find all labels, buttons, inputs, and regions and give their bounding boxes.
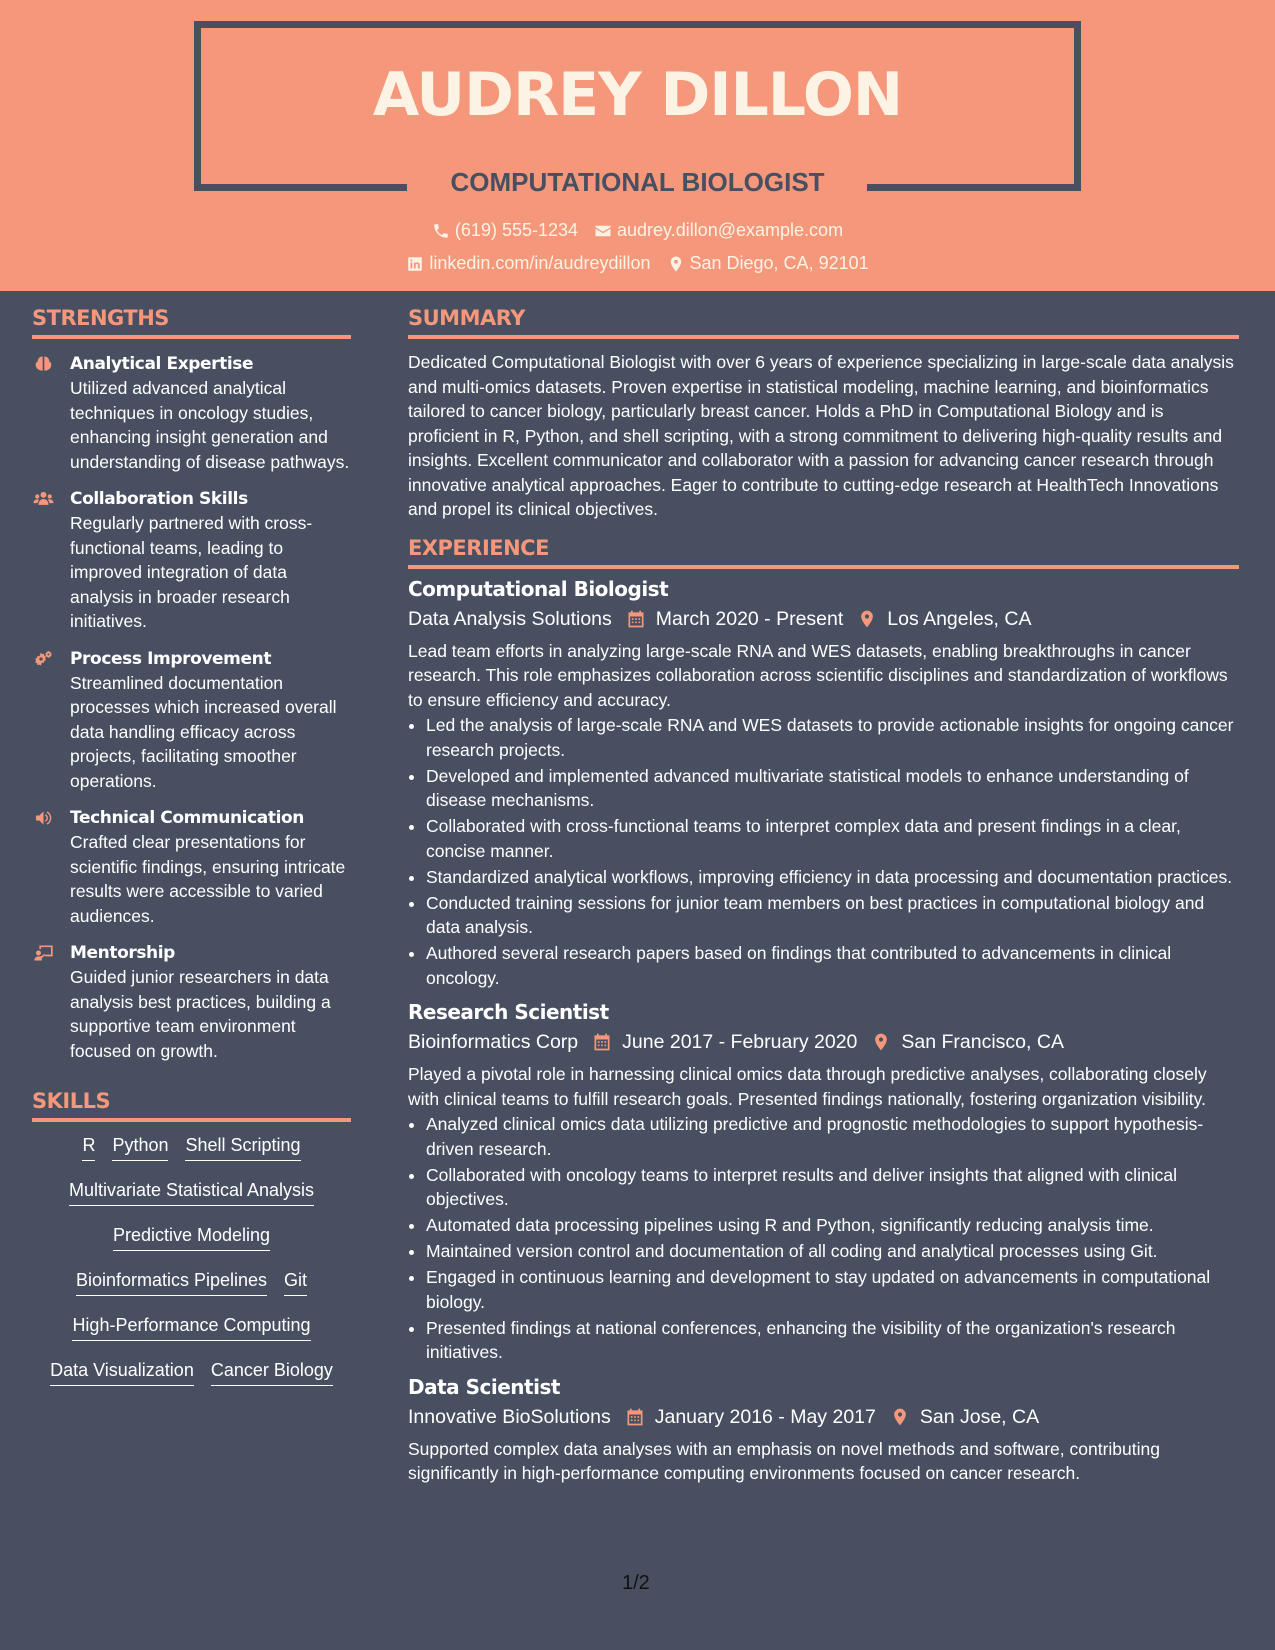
list-item: • Authored several research papers based on findings that contributed to advancements in clinical oncology.: [426, 941, 1239, 990]
list-item: • Conducted training sessions for junior team members on best practices in computational biology and data analysis.: [426, 891, 1239, 940]
calendar-icon: [626, 609, 646, 629]
job-entry: [408, 998, 1239, 1365]
job-role: Research Scientist: [408, 1000, 609, 1024]
job-bullets: [408, 713, 1239, 990]
job-dates: March 2020 - Present: [655, 607, 844, 630]
job-role: Data Scientist: [408, 1374, 560, 1399]
job-entry: [408, 1373, 1239, 1486]
skills-heading: SKILLS: [32, 1089, 351, 1122]
strength-item: Analytical Expertise Utilized advanced analytical techniques in oncology studies, enhancing insight generation and understanding of disease pathways.: [32, 352, 351, 474]
summary-heading: SUMMARY: [408, 306, 1239, 339]
job-location: Los Angeles, CA: [887, 607, 1032, 630]
job-location: San Francisco, CA: [901, 1031, 1064, 1053]
envelope-icon: [594, 222, 612, 240]
skill-tag: Data Visualization: [50, 1359, 194, 1386]
volume-icon: [32, 808, 55, 828]
contact-row-2: [0, 253, 1275, 274]
skill-tag: Git: [284, 1269, 307, 1296]
phone-contact: (619) 555-1234: [432, 220, 578, 241]
left-column: [32, 306, 351, 1404]
map-pin-icon: [667, 255, 685, 273]
list-item: • Automated data processing pipelines using R and Python, significantly reducing analysis time.: [426, 1213, 1239, 1238]
list-item: • Collaborated with cross-functional teams to interpret complex data and present findings in a clear, concise manner.: [426, 814, 1239, 863]
company-name: Innovative BioSolutions: [408, 1405, 611, 1428]
linkedin-contact[interactable]: linkedin.com/in/audreydillon: [406, 253, 650, 274]
email-contact[interactable]: audrey.dillon@example.com: [594, 220, 843, 241]
skills-list: [32, 1134, 351, 1404]
right-column: [408, 306, 1239, 1486]
job-entry: [408, 575, 1239, 991]
strength-item: Collaboration Skills Regularly partnered with cross-functional teams, leading to improved integration of data analysis in broader research initiatives.: [32, 487, 351, 634]
list-item: • Analyzed clinical omics data utilizing predictive and prognostic methodologies to support hypothesis-driven research.: [426, 1112, 1239, 1161]
job-bullets: [408, 1112, 1239, 1365]
chalkboard-teacher-icon: [32, 943, 55, 963]
users-icon: [32, 489, 55, 509]
job-role: Computational Biologist: [408, 576, 669, 601]
list-item: • Collaborated with oncology teams to interpret results and deliver insights that aligned with clinical objectives.: [426, 1163, 1239, 1212]
strength-item: Mentorship Guided junior researchers in data analysis best practices, building a supportive team environment focused on growth.: [32, 941, 351, 1063]
list-item: • Engaged in continuous learning and development to stay updated on advancements in computational biology.: [426, 1265, 1239, 1314]
contact-row-1: [0, 220, 1275, 241]
job-meta: [408, 605, 1239, 633]
map-pin-icon: [857, 609, 877, 629]
resume-header: [0, 0, 1275, 291]
skill-tag: Cancer Biology: [211, 1359, 333, 1386]
skill-tag: Multivariate Statistical Analysis: [69, 1179, 314, 1206]
map-pin-icon: [871, 1032, 891, 1052]
job-dates: June 2017 - February 2020: [622, 1031, 858, 1053]
job-dates: January 2016 - May 2017: [654, 1405, 876, 1428]
linkedin-icon: [406, 255, 424, 273]
list-item: • Developed and implemented advanced multivariate statistical models to enhance understanding of disease mechanisms.: [426, 764, 1239, 813]
company-name: Data Analysis Solutions: [408, 607, 612, 630]
skill-tag: High-Performance Computing: [72, 1314, 310, 1341]
skill-tag: R: [82, 1134, 95, 1161]
strengths-heading: STRENGTHS: [32, 306, 351, 339]
job-location: San Jose, CA: [919, 1405, 1040, 1428]
calendar-icon: [592, 1032, 612, 1052]
job-title: COMPUTATIONAL BIOLOGIST: [450, 167, 825, 197]
map-pin-icon: [890, 1407, 910, 1427]
brain-icon: [32, 354, 55, 374]
list-item: • Led the analysis of large-scale RNA and WES datasets to provide actionable insights for ongoing cancer research projects.: [426, 713, 1239, 762]
gears-icon: [32, 649, 55, 669]
job-description: Played a pivotal role in harnessing clinical omics data through predictive analyses, collaborating closely with clinical teams to fulfill research goals. Presented findings nationally, fostering organization visibility.: [408, 1064, 1207, 1109]
strength-item: Technical Communication Crafted clear presentations for scientific findings, ensuring intricate results were accessible to varied audiences.: [32, 806, 351, 928]
list-item: • Presented findings at national conferences, enhancing the visibility of the organization's research initiatives.: [426, 1316, 1239, 1365]
job-meta: [408, 1403, 1239, 1431]
strength-item: Process Improvement Streamlined documentation processes which increased overall data handling efficacy across projects, facilitating smoother operations.: [32, 647, 351, 794]
skill-tag: Bioinformatics Pipelines: [76, 1269, 267, 1296]
job-description: Supported complex data analyses with an emphasis on novel methods and software, contributing significantly in high-performance computing environments focused on cancer research.: [408, 1438, 1160, 1483]
calendar-icon: [625, 1407, 645, 1427]
job-meta: [408, 1028, 1239, 1056]
skill-tag: Shell Scripting: [185, 1134, 300, 1161]
phone-icon: [432, 222, 450, 240]
skill-tag: Predictive Modeling: [113, 1224, 270, 1251]
candidate-name: AUDREY DILLON: [372, 60, 903, 130]
experience-heading: EXPERIENCE: [408, 536, 1239, 569]
location-contact: San Diego, CA, 92101: [667, 253, 869, 274]
list-item: • Maintained version control and documentation of all coding and analytical processes using Git.: [426, 1239, 1239, 1264]
list-item: • Standardized analytical workflows, improving efficiency in data processing and documentation practices.: [426, 865, 1239, 890]
skill-tag: Python: [112, 1134, 168, 1161]
summary-text: Dedicated Computational Biologist with over 6 years of experience specializing in large-scale data analysis and multi-omics datasets. Proven expertise in statistical modeling, machine learning, and bioinformatics tailored to cancer biology, particularly breast cancer. Holds a PhD in Computational Biology and is proficient in R, Python, and shell scripting, with a strong commitment to delivering high-quality results and insights. Excellent communicator and collaborator with a passion for advancing cancer research through innovative analytical approaches. Eager to contribute to cutting-edge research at HealthTech Innovations and propel its clinical objectives.: [408, 352, 1234, 519]
job-description: Lead team efforts in analyzing large-scale RNA and WES datasets, enabling breakthroughs in cancer research. This role emphasizes collaboration across scientific disciplines and standardization of workflows to ensure efficiency and accuracy.: [408, 640, 1228, 710]
page-number: 1/2: [622, 1572, 650, 1594]
company-name: Bioinformatics Corp: [408, 1031, 579, 1053]
